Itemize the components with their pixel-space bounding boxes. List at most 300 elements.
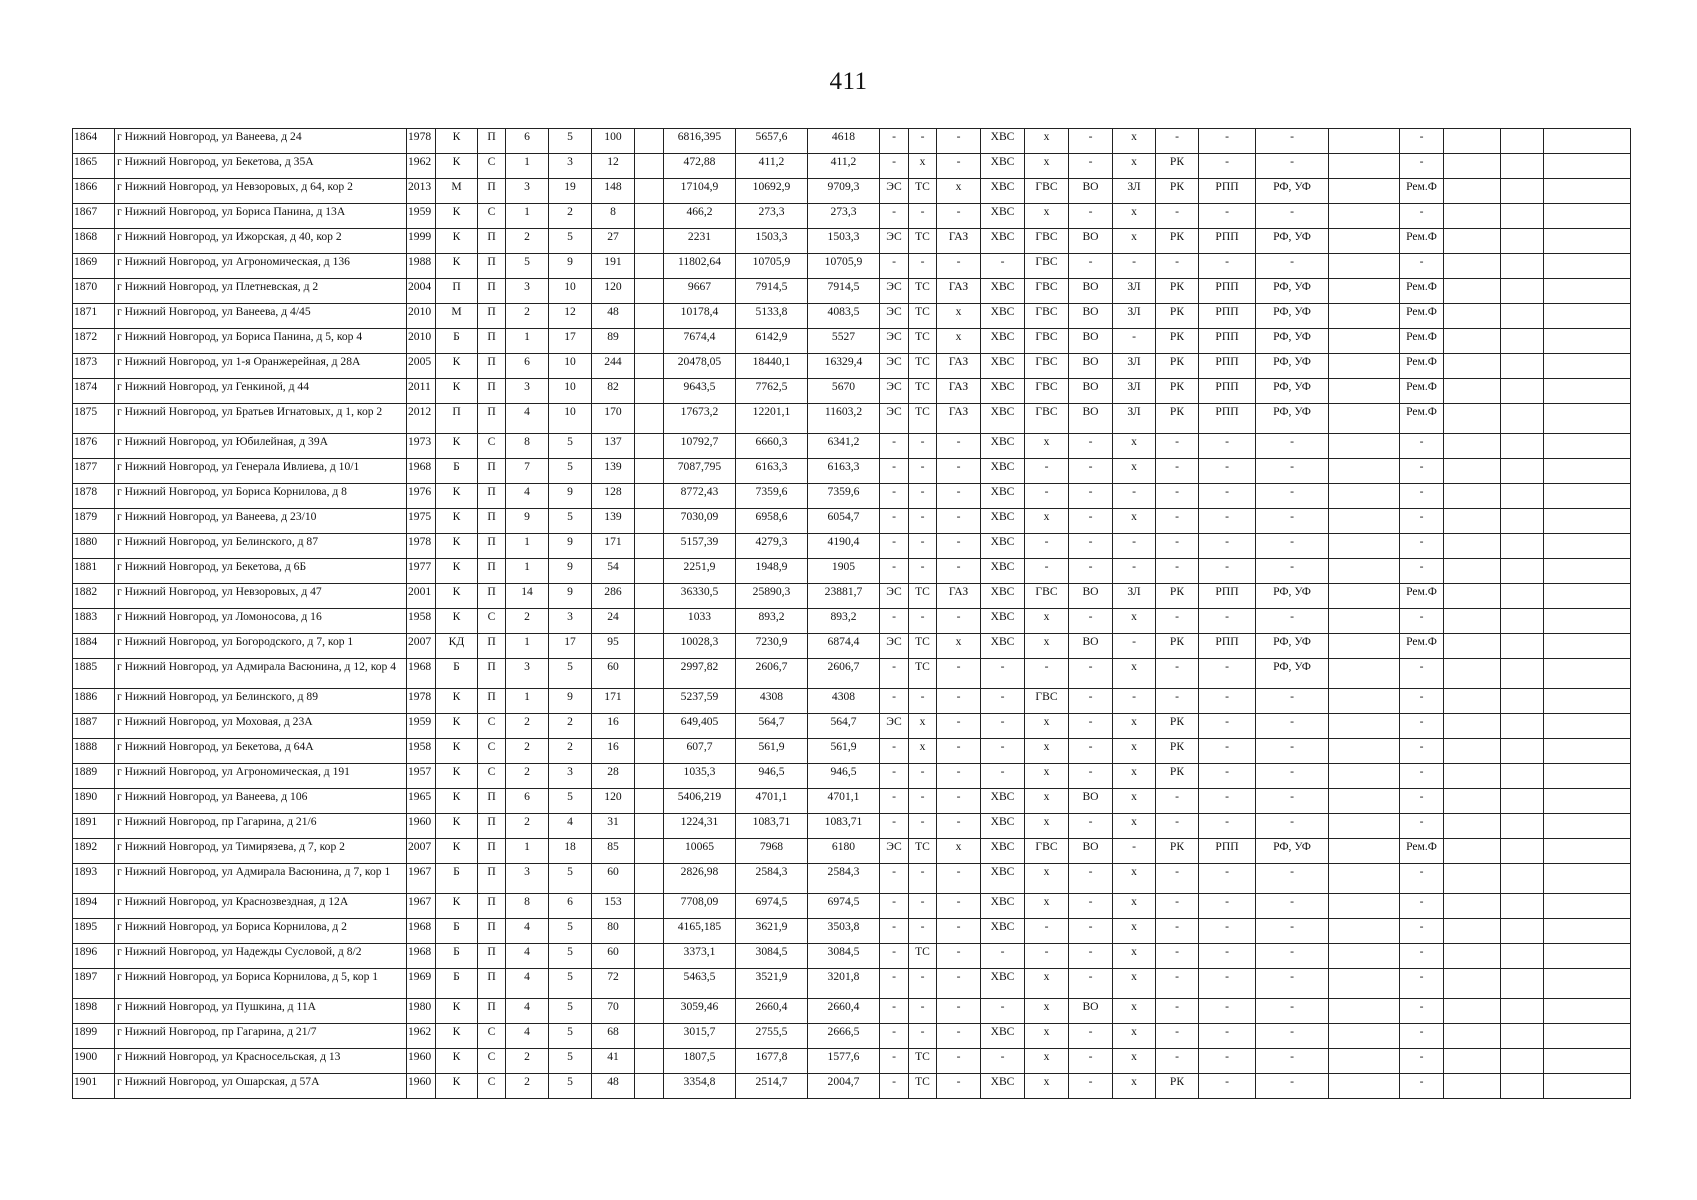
cell-col-blank-4	[1501, 864, 1544, 894]
cell-col-blank-5	[1544, 304, 1631, 329]
cell-floor-type: С	[478, 1024, 506, 1049]
cell-cold-water: ХВС	[981, 609, 1025, 634]
table-row	[73, 254, 1631, 279]
cell-rf-uf: -	[1256, 1024, 1329, 1049]
cell-cold-water: ХВС	[981, 789, 1025, 814]
cell-gas-supply: х	[937, 304, 981, 329]
cell-build-year: 1968	[407, 919, 436, 944]
cell-wall-material: М	[436, 179, 478, 204]
cell-rf-uf: РФ, УФ	[1256, 634, 1329, 659]
cell-address: г Нижний Новгород, ул Бориса Корнилова, д 2	[115, 919, 407, 944]
cell-floor-type: П	[478, 584, 506, 609]
cell-sewerage: ВО	[1069, 279, 1113, 304]
cell-total-area: 10065	[664, 839, 736, 864]
cell-entrances: 2	[506, 714, 549, 739]
cell-roof-repair: -	[1156, 894, 1199, 919]
cell-gas-supply: -	[937, 894, 981, 919]
cell-floors: 9	[549, 254, 592, 279]
cell-col-blank-4	[1501, 229, 1544, 254]
cell-entrances: 8	[506, 434, 549, 459]
cell-col-blank-2	[1329, 894, 1400, 919]
cell-col-blank-3	[1444, 254, 1501, 279]
cell-cold-water: ХВС	[981, 814, 1025, 839]
cell-heat-supply: ТС	[909, 279, 937, 304]
register-body	[73, 129, 1631, 1099]
cell-living-area: 7762,5	[736, 379, 808, 404]
cell-living-area: 1948,9	[736, 559, 808, 584]
cell-roof-repair: РК	[1156, 714, 1199, 739]
cell-address: г Нижний Новгород, ул Красносельская, д 13	[115, 1049, 407, 1074]
cell-chute: -	[1113, 534, 1156, 559]
cell-residential-area: 5527	[808, 329, 880, 354]
cell-hot-water: ГВС	[1025, 354, 1069, 379]
cell-build-year: 2005	[407, 354, 436, 379]
cell-col-blank-4	[1501, 839, 1544, 864]
cell-col-blank-2	[1329, 154, 1400, 179]
cell-floor-type: П	[478, 404, 506, 434]
cell-build-year: 1978	[407, 534, 436, 559]
table-row	[73, 559, 1631, 584]
cell-power-supply: -	[880, 864, 909, 894]
cell-roof-repair: -	[1156, 1049, 1199, 1074]
table-row	[73, 354, 1631, 379]
cell-col-blank-2	[1329, 919, 1400, 944]
cell-rem-f: -	[1400, 764, 1444, 789]
cell-rpp: -	[1199, 254, 1256, 279]
cell-chute: -	[1113, 254, 1156, 279]
cell-sewerage: -	[1069, 864, 1113, 894]
cell-residential-area: 2584,3	[808, 864, 880, 894]
cell-build-year: 2010	[407, 304, 436, 329]
table-row	[73, 609, 1631, 634]
cell-row-number: 1886	[73, 689, 115, 714]
cell-sewerage: -	[1069, 609, 1113, 634]
cell-gas-supply: -	[937, 1024, 981, 1049]
cell-apartments: 72	[592, 969, 635, 999]
cell-rem-f: -	[1400, 789, 1444, 814]
cell-wall-material: П	[436, 279, 478, 304]
cell-rpp: -	[1199, 1049, 1256, 1074]
cell-total-area: 1224,31	[664, 814, 736, 839]
cell-residential-area: 1083,71	[808, 814, 880, 839]
table-row	[73, 459, 1631, 484]
cell-col-blank-4	[1501, 279, 1544, 304]
cell-col-blank-5	[1544, 689, 1631, 714]
cell-floor-type: С	[478, 609, 506, 634]
cell-col-blank-4	[1501, 379, 1544, 404]
cell-sewerage: -	[1069, 204, 1113, 229]
cell-floors: 5	[549, 434, 592, 459]
cell-rf-uf: РФ, УФ	[1256, 329, 1329, 354]
cell-roof-repair: РК	[1156, 154, 1199, 179]
cell-floors: 19	[549, 179, 592, 204]
cell-wall-material: К	[436, 1049, 478, 1074]
cell-roof-repair: -	[1156, 559, 1199, 584]
cell-col-blank-2	[1329, 559, 1400, 584]
cell-chute: ЗЛ	[1113, 404, 1156, 434]
cell-rpp: -	[1199, 534, 1256, 559]
cell-rem-f: Рем.Ф	[1400, 279, 1444, 304]
cell-sewerage: ВО	[1069, 999, 1113, 1024]
cell-build-year: 1978	[407, 689, 436, 714]
cell-residential-area: 6874,4	[808, 634, 880, 659]
cell-address: г Нижний Новгород, ул Юбилейная, д 39А	[115, 434, 407, 459]
cell-gas-supply: -	[937, 609, 981, 634]
cell-residential-area: 10705,9	[808, 254, 880, 279]
cell-sewerage: -	[1069, 1049, 1113, 1074]
cell-rf-uf: -	[1256, 1049, 1329, 1074]
cell-rem-f: Рем.Ф	[1400, 584, 1444, 609]
cell-address: г Нижний Новгород, ул Генерала Ивлиева, д 10/1	[115, 459, 407, 484]
cell-heat-supply: ТС	[909, 839, 937, 864]
cell-col-blank-1	[635, 229, 664, 254]
cell-rf-uf: -	[1256, 689, 1329, 714]
cell-col-blank-5	[1544, 484, 1631, 509]
cell-col-blank-2	[1329, 739, 1400, 764]
cell-chute: -	[1113, 329, 1156, 354]
cell-col-blank-3	[1444, 534, 1501, 559]
cell-total-area: 4165,185	[664, 919, 736, 944]
cell-living-area: 4701,1	[736, 789, 808, 814]
cell-chute: х	[1113, 1074, 1156, 1099]
cell-rf-uf: РФ, УФ	[1256, 279, 1329, 304]
cell-col-blank-4	[1501, 659, 1544, 689]
cell-total-area: 5463,5	[664, 969, 736, 999]
cell-power-supply: ЭС	[880, 354, 909, 379]
cell-living-area: 4279,3	[736, 534, 808, 559]
cell-power-supply: -	[880, 534, 909, 559]
cell-total-area: 2231	[664, 229, 736, 254]
cell-floors: 5	[549, 1074, 592, 1099]
cell-rpp: РПП	[1199, 404, 1256, 434]
cell-col-blank-4	[1501, 999, 1544, 1024]
cell-col-blank-4	[1501, 204, 1544, 229]
cell-address: г Нижний Новгород, ул Ванеева, д 106	[115, 789, 407, 814]
table-row	[73, 969, 1631, 999]
cell-living-area: 1083,71	[736, 814, 808, 839]
cell-chute: х	[1113, 739, 1156, 764]
cell-rpp: -	[1199, 969, 1256, 999]
cell-address: г Нижний Новгород, ул Адмирала Васюнина, д 7, кор 1	[115, 864, 407, 894]
cell-rpp: -	[1199, 714, 1256, 739]
cell-floors: 9	[549, 484, 592, 509]
cell-living-area: 3084,5	[736, 944, 808, 969]
cell-power-supply: -	[880, 484, 909, 509]
cell-apartments: 12	[592, 154, 635, 179]
cell-sewerage: -	[1069, 969, 1113, 999]
table-row	[73, 839, 1631, 864]
cell-hot-water: х	[1025, 1074, 1069, 1099]
cell-power-supply: ЭС	[880, 229, 909, 254]
table-row	[73, 1074, 1631, 1099]
cell-col-blank-1	[635, 969, 664, 999]
cell-col-blank-4	[1501, 354, 1544, 379]
cell-address: г Нижний Новгород, ул Бориса Панина, д 13А	[115, 204, 407, 229]
cell-chute: х	[1113, 764, 1156, 789]
cell-living-area: 411,2	[736, 154, 808, 179]
cell-floor-type: П	[478, 689, 506, 714]
cell-floor-type: П	[478, 559, 506, 584]
cell-rpp: РПП	[1199, 634, 1256, 659]
table-row	[73, 404, 1631, 434]
cell-col-blank-3	[1444, 354, 1501, 379]
cell-col-blank-1	[635, 129, 664, 154]
cell-col-blank-2	[1329, 789, 1400, 814]
cell-roof-repair: РК	[1156, 739, 1199, 764]
cell-col-blank-5	[1544, 179, 1631, 204]
cell-col-blank-3	[1444, 894, 1501, 919]
cell-col-blank-1	[635, 689, 664, 714]
cell-floor-type: П	[478, 659, 506, 689]
cell-address: г Нижний Новгород, ул Бекетова, д 35А	[115, 154, 407, 179]
cell-heat-supply: х	[909, 739, 937, 764]
cell-total-area: 3015,7	[664, 1024, 736, 1049]
cell-power-supply: -	[880, 459, 909, 484]
cell-hot-water: ГВС	[1025, 584, 1069, 609]
cell-wall-material: Б	[436, 944, 478, 969]
cell-total-area: 17673,2	[664, 404, 736, 434]
cell-floor-type: П	[478, 304, 506, 329]
cell-row-number: 1894	[73, 894, 115, 919]
cell-entrances: 1	[506, 689, 549, 714]
cell-col-blank-4	[1501, 154, 1544, 179]
cell-gas-supply: -	[937, 459, 981, 484]
cell-col-blank-5	[1544, 459, 1631, 484]
cell-entrances: 1	[506, 839, 549, 864]
cell-col-blank-2	[1329, 354, 1400, 379]
cell-power-supply: ЭС	[880, 329, 909, 354]
cell-residential-area: 6163,3	[808, 459, 880, 484]
cell-row-number: 1883	[73, 609, 115, 634]
cell-rf-uf: РФ, УФ	[1256, 179, 1329, 204]
cell-col-blank-2	[1329, 944, 1400, 969]
cell-roof-repair: -	[1156, 129, 1199, 154]
cell-power-supply: -	[880, 969, 909, 999]
cell-power-supply: -	[880, 509, 909, 534]
cell-rpp: -	[1199, 814, 1256, 839]
cell-sewerage: ВО	[1069, 584, 1113, 609]
cell-rem-f: -	[1400, 814, 1444, 839]
cell-roof-repair: -	[1156, 864, 1199, 894]
cell-wall-material: П	[436, 404, 478, 434]
cell-build-year: 1968	[407, 459, 436, 484]
cell-residential-area: 9709,3	[808, 179, 880, 204]
cell-col-blank-4	[1501, 254, 1544, 279]
cell-gas-supply: ГАЗ	[937, 354, 981, 379]
cell-gas-supply: -	[937, 969, 981, 999]
cell-floors: 3	[549, 609, 592, 634]
cell-hot-water: ГВС	[1025, 179, 1069, 204]
cell-sewerage: -	[1069, 894, 1113, 919]
cell-floors: 2	[549, 739, 592, 764]
cell-col-blank-2	[1329, 999, 1400, 1024]
cell-wall-material: К	[436, 534, 478, 559]
cell-wall-material: К	[436, 894, 478, 919]
cell-col-blank-5	[1544, 1049, 1631, 1074]
cell-row-number: 1872	[73, 329, 115, 354]
cell-chute: х	[1113, 864, 1156, 894]
cell-power-supply: -	[880, 659, 909, 689]
cell-wall-material: К	[436, 1074, 478, 1099]
cell-floor-type: П	[478, 789, 506, 814]
cell-chute: х	[1113, 969, 1156, 999]
cell-sewerage: ВО	[1069, 304, 1113, 329]
cell-rpp: РПП	[1199, 839, 1256, 864]
cell-heat-supply: ТС	[909, 1049, 937, 1074]
cell-total-area: 20478,05	[664, 354, 736, 379]
cell-power-supply: -	[880, 609, 909, 634]
cell-apartments: 171	[592, 534, 635, 559]
cell-rem-f: Рем.Ф	[1400, 634, 1444, 659]
cell-rem-f: Рем.Ф	[1400, 354, 1444, 379]
cell-wall-material: Б	[436, 459, 478, 484]
cell-total-area: 649,405	[664, 714, 736, 739]
cell-sewerage: -	[1069, 1024, 1113, 1049]
cell-residential-area: 2666,5	[808, 1024, 880, 1049]
table-row	[73, 689, 1631, 714]
cell-heat-supply: ТС	[909, 354, 937, 379]
table-row	[73, 944, 1631, 969]
cell-living-area: 5657,6	[736, 129, 808, 154]
cell-col-blank-1	[635, 739, 664, 764]
cell-floor-type: С	[478, 154, 506, 179]
cell-roof-repair: РК	[1156, 179, 1199, 204]
cell-col-blank-1	[635, 789, 664, 814]
cell-apartments: 148	[592, 179, 635, 204]
cell-apartments: 100	[592, 129, 635, 154]
cell-gas-supply: х	[937, 179, 981, 204]
cell-col-blank-2	[1329, 864, 1400, 894]
cell-hot-water: х	[1025, 129, 1069, 154]
cell-sewerage: -	[1069, 714, 1113, 739]
cell-entrances: 3	[506, 379, 549, 404]
cell-col-blank-2	[1329, 254, 1400, 279]
cell-total-area: 7708,09	[664, 894, 736, 919]
cell-residential-area: 6180	[808, 839, 880, 864]
cell-entrances: 6	[506, 354, 549, 379]
cell-col-blank-1	[635, 559, 664, 584]
cell-cold-water: ХВС	[981, 559, 1025, 584]
cell-living-area: 273,3	[736, 204, 808, 229]
table-row	[73, 279, 1631, 304]
cell-cold-water: ХВС	[981, 509, 1025, 534]
cell-col-blank-2	[1329, 634, 1400, 659]
cell-col-blank-3	[1444, 839, 1501, 864]
table-row	[73, 154, 1631, 179]
cell-cold-water: ХВС	[981, 894, 1025, 919]
cell-col-blank-2	[1329, 584, 1400, 609]
table-row	[73, 659, 1631, 689]
cell-residential-area: 4083,5	[808, 304, 880, 329]
cell-rpp: -	[1199, 1024, 1256, 1049]
cell-rem-f: -	[1400, 434, 1444, 459]
cell-chute: ЗЛ	[1113, 354, 1156, 379]
cell-wall-material: К	[436, 584, 478, 609]
cell-row-number: 1901	[73, 1074, 115, 1099]
cell-row-number: 1865	[73, 154, 115, 179]
cell-cold-water: ХВС	[981, 969, 1025, 999]
cell-row-number: 1897	[73, 969, 115, 999]
cell-living-area: 564,7	[736, 714, 808, 739]
cell-total-area: 1033	[664, 609, 736, 634]
cell-residential-area: 1503,3	[808, 229, 880, 254]
cell-entrances: 1	[506, 534, 549, 559]
cell-wall-material: К	[436, 609, 478, 634]
cell-address: г Нижний Новгород, ул Тимирязева, д 7, кор 2	[115, 839, 407, 864]
cell-col-blank-2	[1329, 279, 1400, 304]
cell-rf-uf: РФ, УФ	[1256, 839, 1329, 864]
cell-hot-water: х	[1025, 714, 1069, 739]
cell-address: г Нижний Новгород, ул Ижорская, д 40, кор 2	[115, 229, 407, 254]
cell-floor-type: П	[478, 969, 506, 999]
cell-hot-water: х	[1025, 999, 1069, 1024]
cell-floor-type: С	[478, 764, 506, 789]
cell-address: г Нижний Новгород, ул Агрономическая, д 136	[115, 254, 407, 279]
cell-wall-material: К	[436, 434, 478, 459]
cell-total-area: 10178,4	[664, 304, 736, 329]
cell-floor-type: П	[478, 919, 506, 944]
cell-col-blank-3	[1444, 584, 1501, 609]
cell-row-number: 1895	[73, 919, 115, 944]
table-row	[73, 434, 1631, 459]
cell-build-year: 2007	[407, 839, 436, 864]
cell-rem-f: -	[1400, 894, 1444, 919]
cell-rf-uf: РФ, УФ	[1256, 404, 1329, 434]
cell-address: г Нижний Новгород, ул Ванеева, д 23/10	[115, 509, 407, 534]
cell-col-blank-4	[1501, 484, 1544, 509]
cell-entrances: 3	[506, 864, 549, 894]
cell-chute: ЗЛ	[1113, 279, 1156, 304]
cell-hot-water: х	[1025, 814, 1069, 839]
cell-floor-type: П	[478, 839, 506, 864]
cell-col-blank-5	[1544, 839, 1631, 864]
cell-col-blank-4	[1501, 969, 1544, 999]
cell-wall-material: К	[436, 839, 478, 864]
cell-rem-f: -	[1400, 254, 1444, 279]
cell-gas-supply: -	[937, 534, 981, 559]
cell-address: г Нижний Новгород, ул Агрономическая, д 191	[115, 764, 407, 789]
cell-roof-repair: -	[1156, 534, 1199, 559]
cell-col-blank-1	[635, 609, 664, 634]
cell-row-number: 1900	[73, 1049, 115, 1074]
cell-sewerage: -	[1069, 459, 1113, 484]
cell-address: г Нижний Новгород, ул Бориса Корнилова, д 8	[115, 484, 407, 509]
cell-gas-supply: -	[937, 999, 981, 1024]
cell-floor-type: С	[478, 204, 506, 229]
cell-entrances: 2	[506, 609, 549, 634]
cell-rpp: -	[1199, 154, 1256, 179]
cell-col-blank-1	[635, 354, 664, 379]
cell-row-number: 1890	[73, 789, 115, 814]
cell-col-blank-2	[1329, 484, 1400, 509]
cell-living-area: 6142,9	[736, 329, 808, 354]
cell-col-blank-5	[1544, 999, 1631, 1024]
cell-floors: 10	[549, 404, 592, 434]
cell-residential-area: 273,3	[808, 204, 880, 229]
cell-gas-supply: -	[937, 714, 981, 739]
table-row	[73, 534, 1631, 559]
housing-register-table	[72, 128, 1631, 1099]
cell-living-area: 946,5	[736, 764, 808, 789]
cell-residential-area: 946,5	[808, 764, 880, 789]
cell-residential-area: 4618	[808, 129, 880, 154]
cell-col-blank-3	[1444, 484, 1501, 509]
cell-gas-supply: -	[937, 509, 981, 534]
cell-total-area: 7087,795	[664, 459, 736, 484]
cell-rpp: РПП	[1199, 329, 1256, 354]
cell-sewerage: -	[1069, 129, 1113, 154]
cell-col-blank-4	[1501, 634, 1544, 659]
